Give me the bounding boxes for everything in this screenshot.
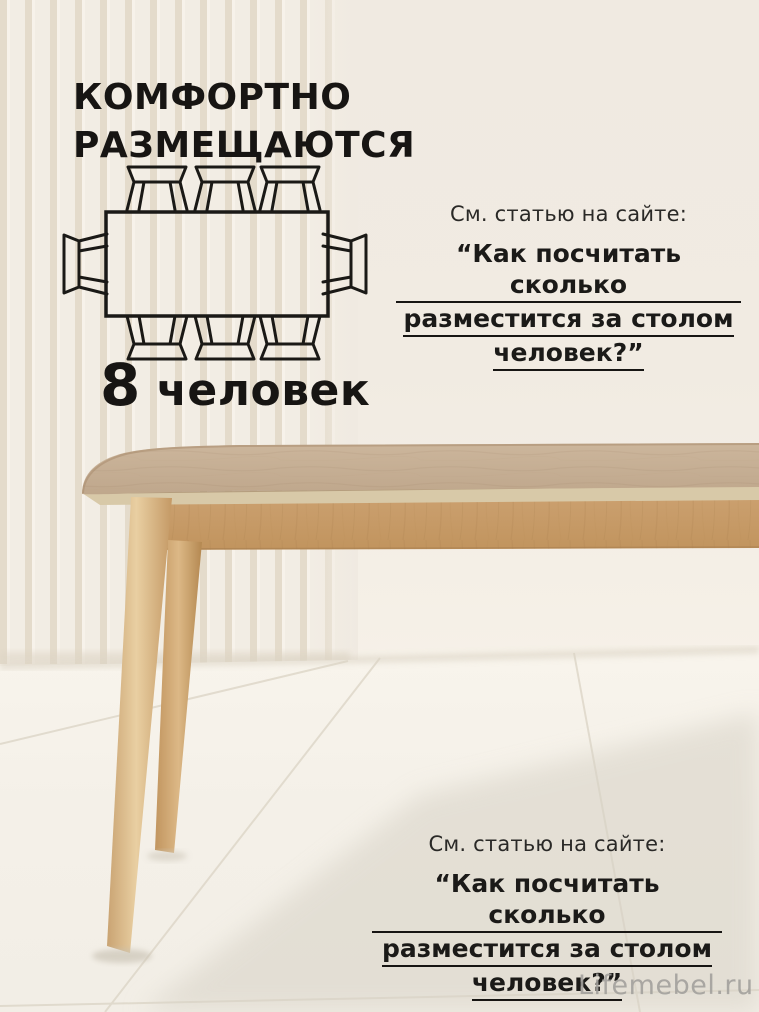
article-title-line: разместится за столом xyxy=(372,933,722,967)
tabletop-surface xyxy=(82,443,759,494)
article-note-intro: См. статью на сайте: xyxy=(428,832,666,856)
article-title-line: человек?” xyxy=(396,337,741,371)
leg-shadow xyxy=(147,851,187,861)
chair-icon xyxy=(195,316,255,359)
article-title-line: человек?” xyxy=(372,967,722,1001)
leg-shadow xyxy=(92,949,152,963)
chair-icon xyxy=(195,167,255,210)
article-title-line: “Как посчитать сколько xyxy=(372,868,722,933)
article-title-line: разместится за столом xyxy=(396,303,741,337)
page-title-line1: КОМФОРТНО xyxy=(73,77,352,118)
chair-icon xyxy=(64,234,107,294)
table-icon xyxy=(106,212,328,316)
page-title xyxy=(73,74,433,170)
capacity-word: человек xyxy=(156,365,371,416)
chair-icon xyxy=(260,316,320,359)
article-title-line: “Как посчитать сколько xyxy=(396,238,741,303)
article-note-intro: См. статью на сайте: xyxy=(449,202,688,226)
chair-icon xyxy=(127,167,187,210)
page-title-line2: РАЗМЕЩАЮТСЯ xyxy=(73,125,416,166)
site-watermark: Lifemebel.ru xyxy=(578,970,754,1001)
capacity-number: 8 xyxy=(100,351,141,419)
chair-icon xyxy=(260,167,320,210)
capacity-label xyxy=(100,351,371,420)
seating-diagram xyxy=(55,163,375,375)
article-note-top xyxy=(396,202,741,371)
table-apron xyxy=(130,497,759,550)
